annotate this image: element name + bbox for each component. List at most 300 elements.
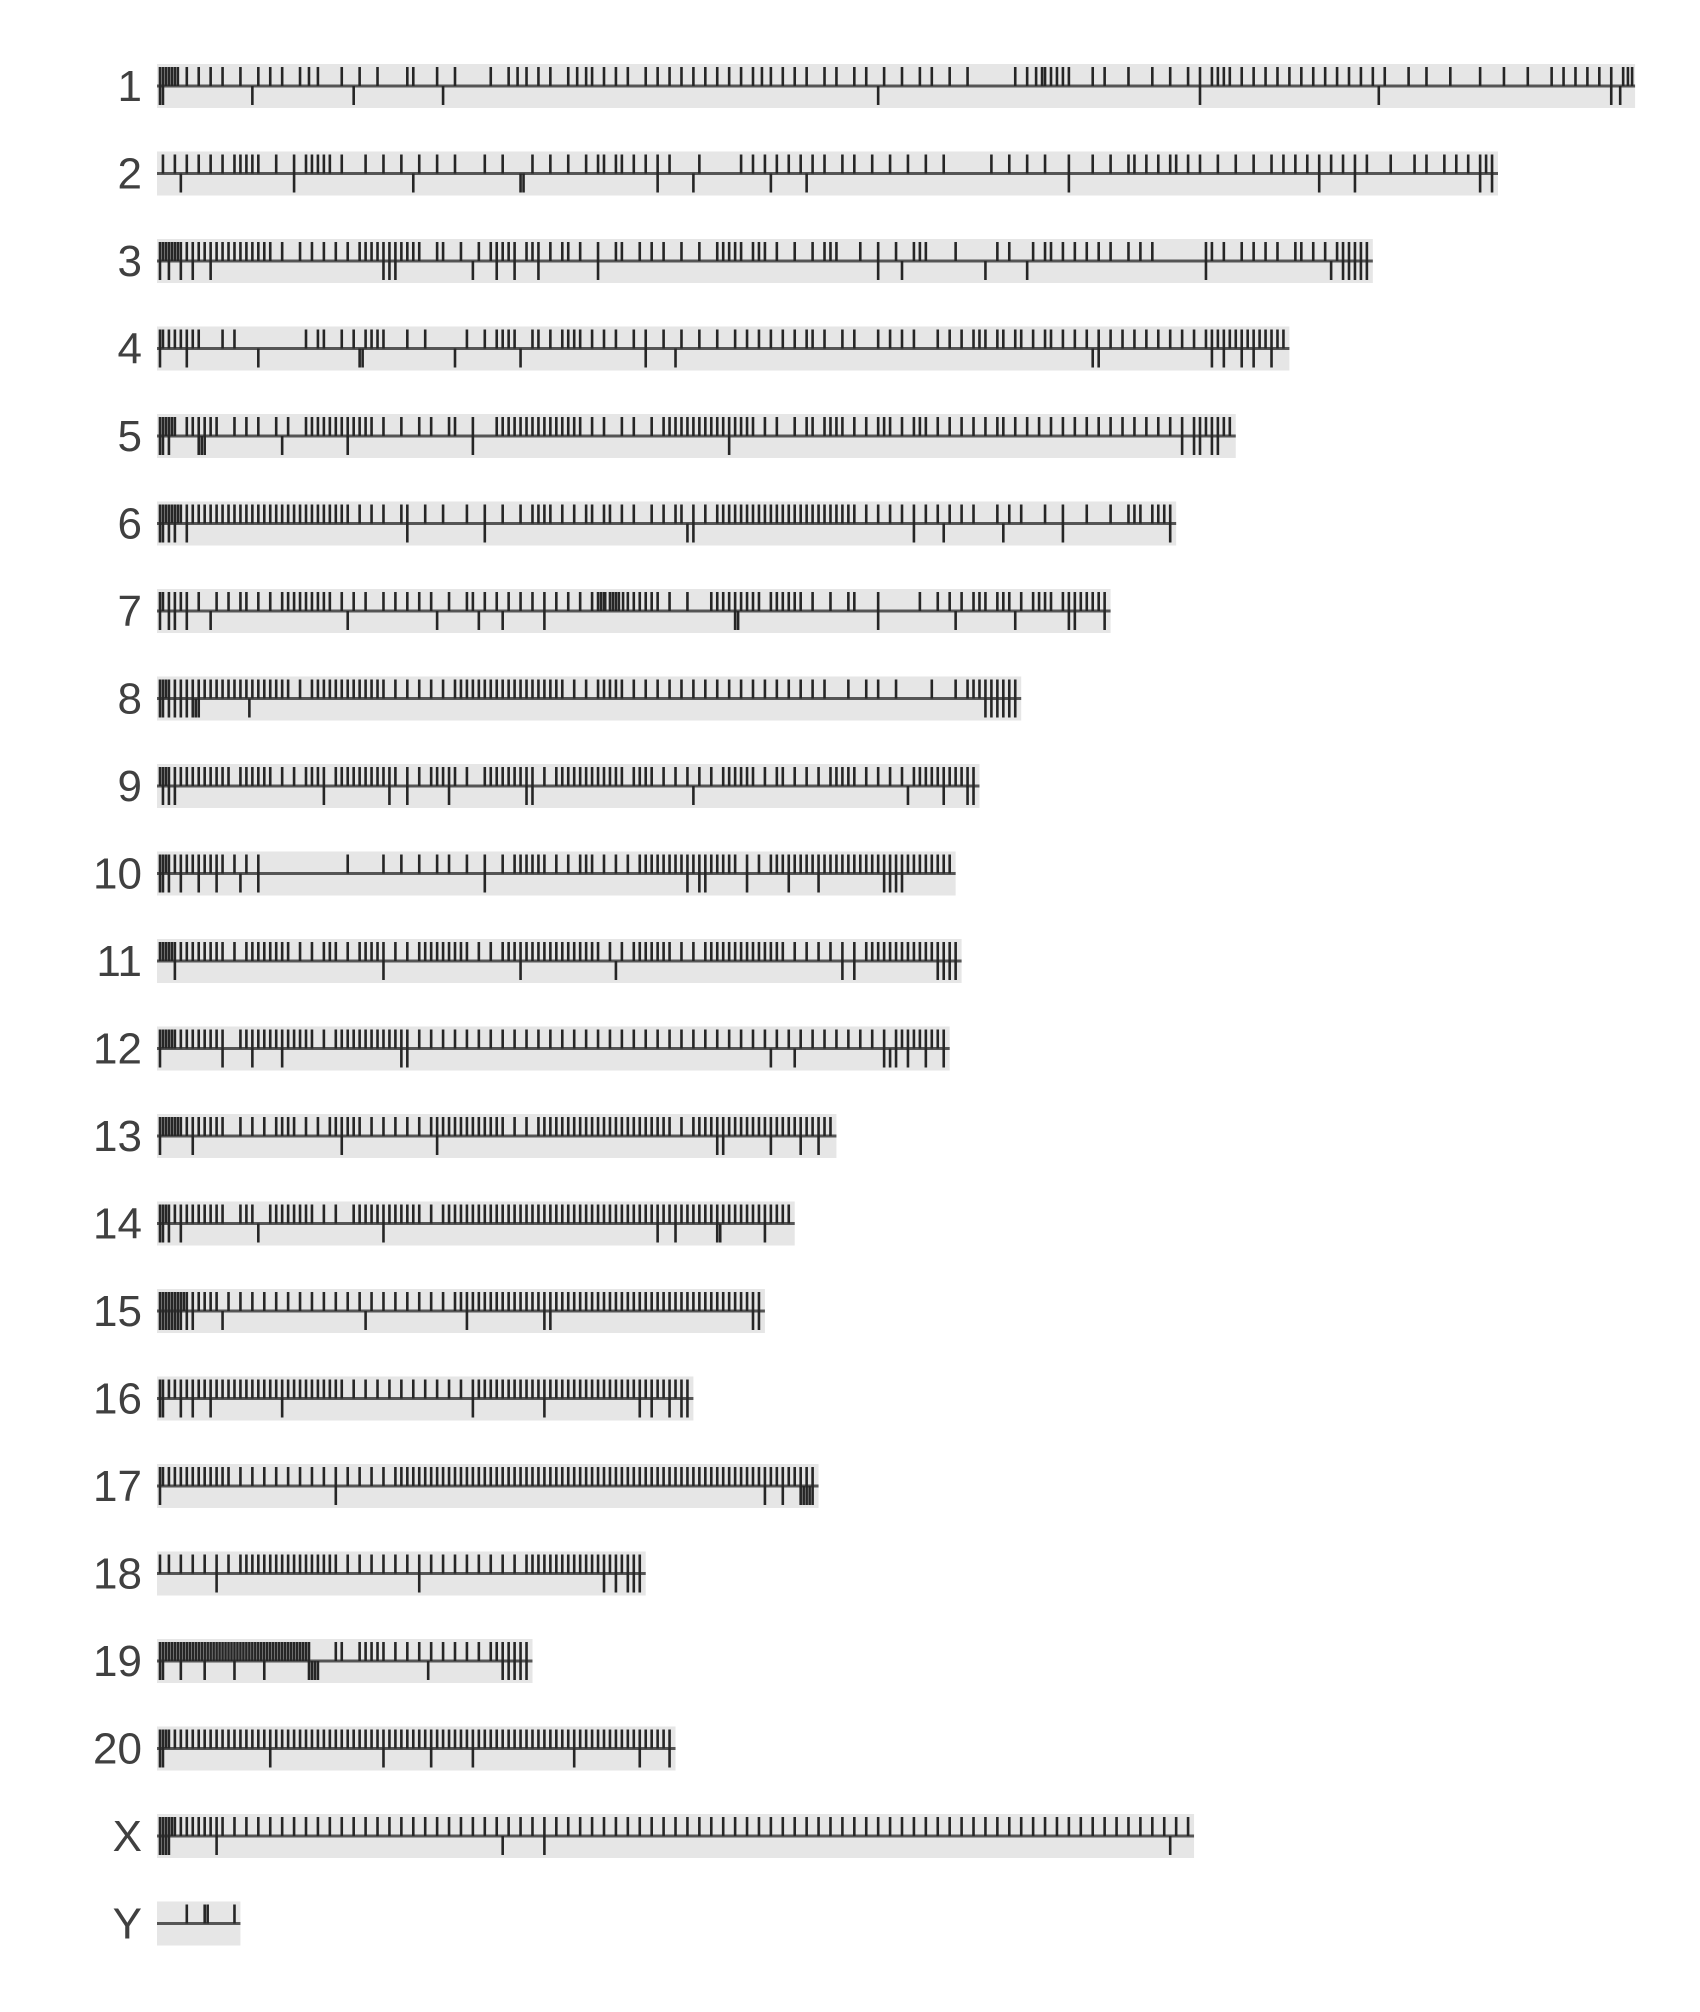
feature-tick-upper xyxy=(382,417,385,436)
feature-tick-upper xyxy=(650,1730,653,1749)
feature-tick-upper xyxy=(621,242,624,261)
feature-tick-upper xyxy=(299,505,302,524)
feature-tick-upper xyxy=(197,767,200,786)
feature-tick-upper xyxy=(239,767,242,786)
feature-tick-upper xyxy=(579,592,582,611)
feature-tick-upper xyxy=(907,855,910,874)
feature-tick-upper xyxy=(430,1205,433,1224)
feature-tick-lower xyxy=(197,874,200,893)
feature-tick-upper xyxy=(1211,417,1214,436)
feature-tick-upper xyxy=(984,330,987,349)
feature-tick-upper xyxy=(299,1642,302,1661)
feature-tick-upper xyxy=(847,1030,850,1049)
feature-tick-upper xyxy=(823,67,826,86)
feature-tick-upper xyxy=(591,942,594,961)
feature-tick-lower xyxy=(954,961,957,980)
feature-tick-upper xyxy=(859,855,862,874)
feature-tick-upper xyxy=(519,505,522,524)
feature-tick-lower xyxy=(1330,261,1333,280)
feature-tick-upper xyxy=(650,1467,653,1486)
feature-tick-lower xyxy=(1002,524,1005,543)
feature-tick-upper xyxy=(257,680,260,699)
feature-tick-upper xyxy=(1223,330,1226,349)
feature-tick-upper xyxy=(1240,67,1243,86)
feature-tick-upper xyxy=(168,67,171,86)
feature-tick-upper xyxy=(269,942,272,961)
feature-tick-upper xyxy=(680,942,683,961)
feature-tick-upper xyxy=(1062,417,1065,436)
feature-tick-upper xyxy=(209,1730,212,1749)
feature-tick-upper xyxy=(543,505,546,524)
feature-tick-upper xyxy=(311,942,314,961)
feature-tick-upper xyxy=(454,1642,457,1661)
feature-tick-upper xyxy=(251,942,254,961)
feature-tick-upper xyxy=(251,1380,254,1399)
feature-tick-upper xyxy=(752,942,755,961)
feature-tick-upper xyxy=(746,1467,749,1486)
feature-tick-upper xyxy=(209,942,212,961)
feature-tick-upper xyxy=(1312,67,1315,86)
feature-tick-upper xyxy=(567,1817,570,1836)
feature-tick-upper xyxy=(1068,592,1071,611)
feature-tick-upper xyxy=(430,1555,433,1574)
feature-tick-upper xyxy=(519,592,522,611)
feature-tick-upper xyxy=(668,1292,671,1311)
feature-tick-upper xyxy=(358,1205,361,1224)
feature-tick-upper xyxy=(793,767,796,786)
feature-tick-upper xyxy=(1193,417,1196,436)
feature-tick-upper xyxy=(507,417,510,436)
feature-tick-upper xyxy=(948,767,951,786)
feature-tick-upper xyxy=(734,855,737,874)
feature-tick-lower xyxy=(159,1224,162,1243)
feature-tick-upper xyxy=(1085,242,1088,261)
chromosome-label: 4 xyxy=(117,324,142,374)
feature-tick-upper xyxy=(364,1642,367,1661)
feature-tick-upper xyxy=(382,1292,385,1311)
feature-tick-lower xyxy=(311,1661,314,1680)
feature-tick-upper xyxy=(549,1555,552,1574)
feature-tick-upper xyxy=(883,1030,886,1049)
feature-tick-upper xyxy=(501,680,504,699)
feature-tick-upper xyxy=(585,1380,588,1399)
feature-tick-lower xyxy=(159,611,162,630)
feature-tick-upper xyxy=(615,1467,618,1486)
feature-tick-upper xyxy=(567,67,570,86)
feature-tick-upper xyxy=(442,1117,445,1136)
feature-tick-upper xyxy=(376,1730,379,1749)
feature-tick-upper xyxy=(1127,505,1130,524)
feature-tick-upper xyxy=(370,330,373,349)
feature-tick-upper xyxy=(549,330,552,349)
feature-tick-upper xyxy=(376,1642,379,1661)
feature-tick-upper xyxy=(793,1117,796,1136)
feature-tick-upper xyxy=(1085,505,1088,524)
feature-tick-upper xyxy=(162,1030,165,1049)
feature-tick-upper xyxy=(549,1205,552,1224)
feature-tick-upper xyxy=(495,1380,498,1399)
feature-tick-lower xyxy=(877,611,880,630)
feature-tick-upper xyxy=(221,942,224,961)
feature-tick-upper xyxy=(466,592,469,611)
feature-tick-upper xyxy=(966,767,969,786)
feature-tick-upper xyxy=(215,1730,218,1749)
feature-tick-upper xyxy=(171,505,174,524)
feature-tick-upper xyxy=(1610,67,1613,86)
feature-tick-upper xyxy=(758,1467,761,1486)
feature-tick-lower xyxy=(180,1224,183,1243)
feature-tick-upper xyxy=(159,67,162,86)
feature-tick-upper xyxy=(489,680,492,699)
feature-tick-upper xyxy=(364,242,367,261)
feature-tick-upper xyxy=(931,855,934,874)
feature-tick-upper xyxy=(692,1205,695,1224)
feature-tick-upper xyxy=(382,1467,385,1486)
feature-tick-upper xyxy=(1127,155,1130,174)
feature-tick-upper xyxy=(466,942,469,961)
feature-tick-upper xyxy=(627,67,630,86)
feature-tick-upper xyxy=(162,680,165,699)
feature-tick-upper xyxy=(215,1555,218,1574)
feature-tick-upper xyxy=(1050,417,1053,436)
feature-tick-upper xyxy=(615,330,618,349)
feature-tick-upper xyxy=(317,330,320,349)
feature-tick-lower xyxy=(895,1049,898,1068)
feature-tick-upper xyxy=(400,505,403,524)
feature-tick-upper xyxy=(650,417,653,436)
feature-tick-upper xyxy=(752,1205,755,1224)
feature-tick-upper xyxy=(454,1292,457,1311)
feature-tick-upper xyxy=(1127,67,1130,86)
feature-tick-upper xyxy=(340,330,343,349)
feature-tick-upper xyxy=(406,1030,409,1049)
feature-tick-upper xyxy=(972,417,975,436)
feature-tick-upper xyxy=(442,505,445,524)
feature-tick-upper xyxy=(919,1030,922,1049)
feature-tick-lower xyxy=(990,699,993,718)
feature-tick-upper xyxy=(165,505,168,524)
feature-tick-upper xyxy=(1085,330,1088,349)
feature-tick-upper xyxy=(621,1380,624,1399)
feature-tick-upper xyxy=(600,592,603,611)
feature-tick-upper xyxy=(644,1467,647,1486)
feature-tick-upper xyxy=(370,1467,373,1486)
feature-tick-upper xyxy=(680,1205,683,1224)
feature-tick-upper xyxy=(346,1292,349,1311)
feature-tick-upper xyxy=(704,1117,707,1136)
feature-tick-upper xyxy=(823,505,826,524)
feature-tick-upper xyxy=(883,855,886,874)
feature-tick-upper xyxy=(489,1467,492,1486)
feature-tick-upper xyxy=(1151,242,1154,261)
feature-tick-upper xyxy=(346,417,349,436)
feature-tick-upper xyxy=(537,1205,540,1224)
feature-tick-upper xyxy=(710,1467,713,1486)
feature-tick-upper xyxy=(358,1030,361,1049)
feature-tick-upper xyxy=(370,1030,373,1049)
feature-tick-upper xyxy=(621,505,624,524)
feature-tick-upper xyxy=(364,1730,367,1749)
feature-tick-upper xyxy=(615,1292,618,1311)
feature-tick-upper xyxy=(495,1117,498,1136)
feature-tick-lower xyxy=(1217,436,1220,455)
feature-tick-upper xyxy=(710,1817,713,1836)
feature-tick-upper xyxy=(954,942,957,961)
feature-tick-upper xyxy=(776,592,779,611)
feature-tick-upper xyxy=(436,855,439,874)
feature-tick-upper xyxy=(573,1030,576,1049)
feature-tick-upper xyxy=(811,330,814,349)
feature-tick-upper xyxy=(180,592,183,611)
feature-tick-upper xyxy=(549,155,552,174)
feature-tick-lower xyxy=(257,1224,260,1243)
feature-tick-upper xyxy=(597,1292,600,1311)
feature-tick-upper xyxy=(662,1205,665,1224)
feature-tick-lower xyxy=(165,1311,168,1330)
feature-tick-upper xyxy=(203,1205,206,1224)
feature-tick-upper xyxy=(221,67,224,86)
feature-tick-upper xyxy=(1276,330,1279,349)
feature-tick-upper xyxy=(811,1030,814,1049)
feature-tick-upper xyxy=(668,67,671,86)
feature-tick-upper xyxy=(159,330,162,349)
feature-tick-upper xyxy=(329,505,332,524)
feature-tick-upper xyxy=(430,1292,433,1311)
feature-tick-upper xyxy=(197,1467,200,1486)
feature-tick-upper xyxy=(621,767,624,786)
chromosome-16 xyxy=(93,1375,693,1424)
feature-tick-lower xyxy=(1252,349,1255,368)
feature-tick-upper xyxy=(275,1117,278,1136)
feature-tick-upper xyxy=(203,1292,206,1311)
feature-tick-upper xyxy=(740,1117,743,1136)
feature-tick-upper xyxy=(692,942,695,961)
feature-tick-upper xyxy=(329,680,332,699)
feature-tick-lower xyxy=(597,261,600,280)
feature-tick-upper xyxy=(239,1467,242,1486)
feature-tick-upper xyxy=(668,417,671,436)
feature-tick-upper xyxy=(507,942,510,961)
feature-tick-upper xyxy=(394,1030,397,1049)
feature-tick-upper xyxy=(162,592,165,611)
feature-tick-upper xyxy=(165,1292,168,1311)
feature-tick-upper xyxy=(269,1642,272,1661)
feature-tick-upper xyxy=(269,592,272,611)
feature-tick-upper xyxy=(901,855,904,874)
chromosome-label: 7 xyxy=(117,587,142,636)
feature-tick-upper xyxy=(919,242,922,261)
feature-tick-upper xyxy=(394,1117,397,1136)
feature-tick-upper xyxy=(507,1292,510,1311)
feature-tick-upper xyxy=(239,155,242,174)
feature-tick-upper xyxy=(799,1117,802,1136)
feature-tick-upper xyxy=(1038,592,1041,611)
feature-tick-upper xyxy=(478,1205,481,1224)
feature-tick-upper xyxy=(436,767,439,786)
feature-tick-upper xyxy=(335,942,338,961)
feature-tick-upper xyxy=(728,1030,731,1049)
feature-tick-upper xyxy=(668,1205,671,1224)
feature-tick-upper xyxy=(621,1730,624,1749)
feature-tick-upper xyxy=(1270,155,1273,174)
feature-tick-lower xyxy=(525,1661,528,1680)
feature-tick-upper xyxy=(1169,155,1172,174)
feature-tick-upper xyxy=(174,855,177,874)
feature-tick-upper xyxy=(203,1117,206,1136)
feature-tick-upper xyxy=(567,1555,570,1574)
feature-tick-upper xyxy=(573,942,576,961)
feature-tick-lower xyxy=(317,1661,320,1680)
feature-tick-upper xyxy=(448,855,451,874)
feature-tick-upper xyxy=(573,1292,576,1311)
feature-tick-upper xyxy=(668,1380,671,1399)
feature-tick-upper xyxy=(191,1730,194,1749)
feature-tick-upper xyxy=(466,1555,469,1574)
feature-tick-lower xyxy=(346,611,349,630)
feature-tick-upper xyxy=(233,680,236,699)
feature-tick-upper xyxy=(1026,155,1029,174)
feature-tick-upper xyxy=(692,855,695,874)
feature-tick-lower xyxy=(472,261,475,280)
feature-tick-upper xyxy=(317,505,320,524)
feature-tick-upper xyxy=(275,1467,278,1486)
feature-tick-upper xyxy=(168,592,171,611)
feature-tick-upper xyxy=(245,1817,248,1836)
feature-tick-upper xyxy=(829,417,832,436)
feature-tick-upper xyxy=(811,417,814,436)
feature-tick-upper xyxy=(293,1642,296,1661)
feature-tick-upper xyxy=(1163,1817,1166,1836)
feature-tick-upper xyxy=(418,767,421,786)
feature-tick-upper xyxy=(513,1555,516,1574)
feature-tick-upper xyxy=(537,1730,540,1749)
feature-tick-upper xyxy=(245,680,248,699)
feature-tick-upper xyxy=(311,592,314,611)
feature-tick-upper xyxy=(1062,592,1065,611)
feature-tick-upper xyxy=(525,1117,528,1136)
feature-tick-upper xyxy=(251,505,254,524)
feature-tick-lower xyxy=(770,1136,773,1155)
feature-tick-lower xyxy=(281,1049,284,1068)
feature-tick-upper xyxy=(555,855,558,874)
feature-tick-upper xyxy=(966,680,969,699)
feature-tick-lower xyxy=(251,1049,254,1068)
feature-tick-upper xyxy=(180,1117,183,1136)
feature-tick-upper xyxy=(1139,1817,1142,1836)
feature-tick-upper xyxy=(555,1117,558,1136)
feature-tick-lower xyxy=(686,874,689,893)
feature-tick-upper xyxy=(448,1117,451,1136)
feature-tick-upper xyxy=(764,417,767,436)
feature-tick-lower xyxy=(1205,261,1208,280)
chromosome-7 xyxy=(118,587,1111,636)
feature-tick-upper xyxy=(257,67,260,86)
feature-tick-upper xyxy=(674,505,677,524)
feature-tick-upper xyxy=(1217,330,1220,349)
feature-tick-upper xyxy=(525,417,528,436)
feature-tick-upper xyxy=(489,1555,492,1574)
feature-tick-upper xyxy=(165,1117,168,1136)
feature-tick-upper xyxy=(254,1642,257,1661)
feature-tick-upper xyxy=(358,1467,361,1486)
feature-tick-lower xyxy=(221,1311,224,1330)
feature-tick-upper xyxy=(656,1292,659,1311)
feature-tick-upper xyxy=(218,1642,221,1661)
feature-tick-upper xyxy=(841,417,844,436)
feature-tick-upper xyxy=(221,680,224,699)
feature-tick-upper xyxy=(1276,242,1279,261)
feature-tick-lower xyxy=(180,1399,183,1418)
feature-tick-upper xyxy=(305,1730,308,1749)
feature-tick-upper xyxy=(263,1642,266,1661)
feature-tick-upper xyxy=(239,242,242,261)
feature-tick-upper xyxy=(191,1555,194,1574)
feature-tick-upper xyxy=(1336,242,1339,261)
feature-tick-upper xyxy=(430,1030,433,1049)
feature-tick-upper xyxy=(650,242,653,261)
feature-tick-upper xyxy=(710,417,713,436)
feature-tick-upper xyxy=(936,942,939,961)
feature-tick-upper xyxy=(233,505,236,524)
feature-tick-lower xyxy=(716,1224,719,1243)
feature-tick-upper xyxy=(203,1817,206,1836)
feature-tick-lower xyxy=(427,1661,430,1680)
feature-tick-upper xyxy=(942,155,945,174)
feature-tick-upper xyxy=(227,242,230,261)
feature-tick-upper xyxy=(424,942,427,961)
feature-tick-lower xyxy=(942,1049,945,1068)
feature-tick-upper xyxy=(1097,242,1100,261)
feature-tick-upper xyxy=(1217,417,1220,436)
feature-tick-lower xyxy=(194,699,197,718)
feature-tick-upper xyxy=(174,767,177,786)
feature-tick-upper xyxy=(215,592,218,611)
feature-tick-upper xyxy=(346,855,349,874)
feature-tick-upper xyxy=(251,767,254,786)
feature-tick-upper xyxy=(507,330,510,349)
feature-tick-upper xyxy=(865,855,868,874)
chromosome-label: 8 xyxy=(117,674,142,724)
feature-tick-upper xyxy=(984,680,987,699)
feature-tick-lower xyxy=(162,1311,165,1330)
feature-tick-upper xyxy=(728,680,731,699)
feature-tick-upper xyxy=(668,942,671,961)
feature-tick-upper xyxy=(257,417,260,436)
feature-tick-upper xyxy=(913,942,916,961)
feature-tick-upper xyxy=(996,417,999,436)
feature-tick-upper xyxy=(1163,505,1166,524)
feature-tick-upper xyxy=(680,242,683,261)
feature-tick-upper xyxy=(615,855,618,874)
feature-tick-upper xyxy=(197,330,200,349)
feature-tick-upper xyxy=(186,942,189,961)
feature-tick-upper xyxy=(1282,155,1285,174)
feature-tick-upper xyxy=(406,1292,409,1311)
feature-tick-upper xyxy=(1211,330,1214,349)
feature-tick-upper xyxy=(638,1117,641,1136)
feature-tick-upper xyxy=(728,417,731,436)
feature-tick-upper xyxy=(162,1380,165,1399)
feature-tick-upper xyxy=(233,155,236,174)
feature-tick-upper xyxy=(358,1117,361,1136)
feature-tick-lower xyxy=(734,611,737,630)
feature-tick-upper xyxy=(621,942,624,961)
feature-tick-upper xyxy=(627,1292,630,1311)
feature-tick-upper xyxy=(174,505,177,524)
feature-tick-upper xyxy=(603,855,606,874)
feature-tick-upper xyxy=(1020,505,1023,524)
feature-tick-upper xyxy=(633,767,636,786)
